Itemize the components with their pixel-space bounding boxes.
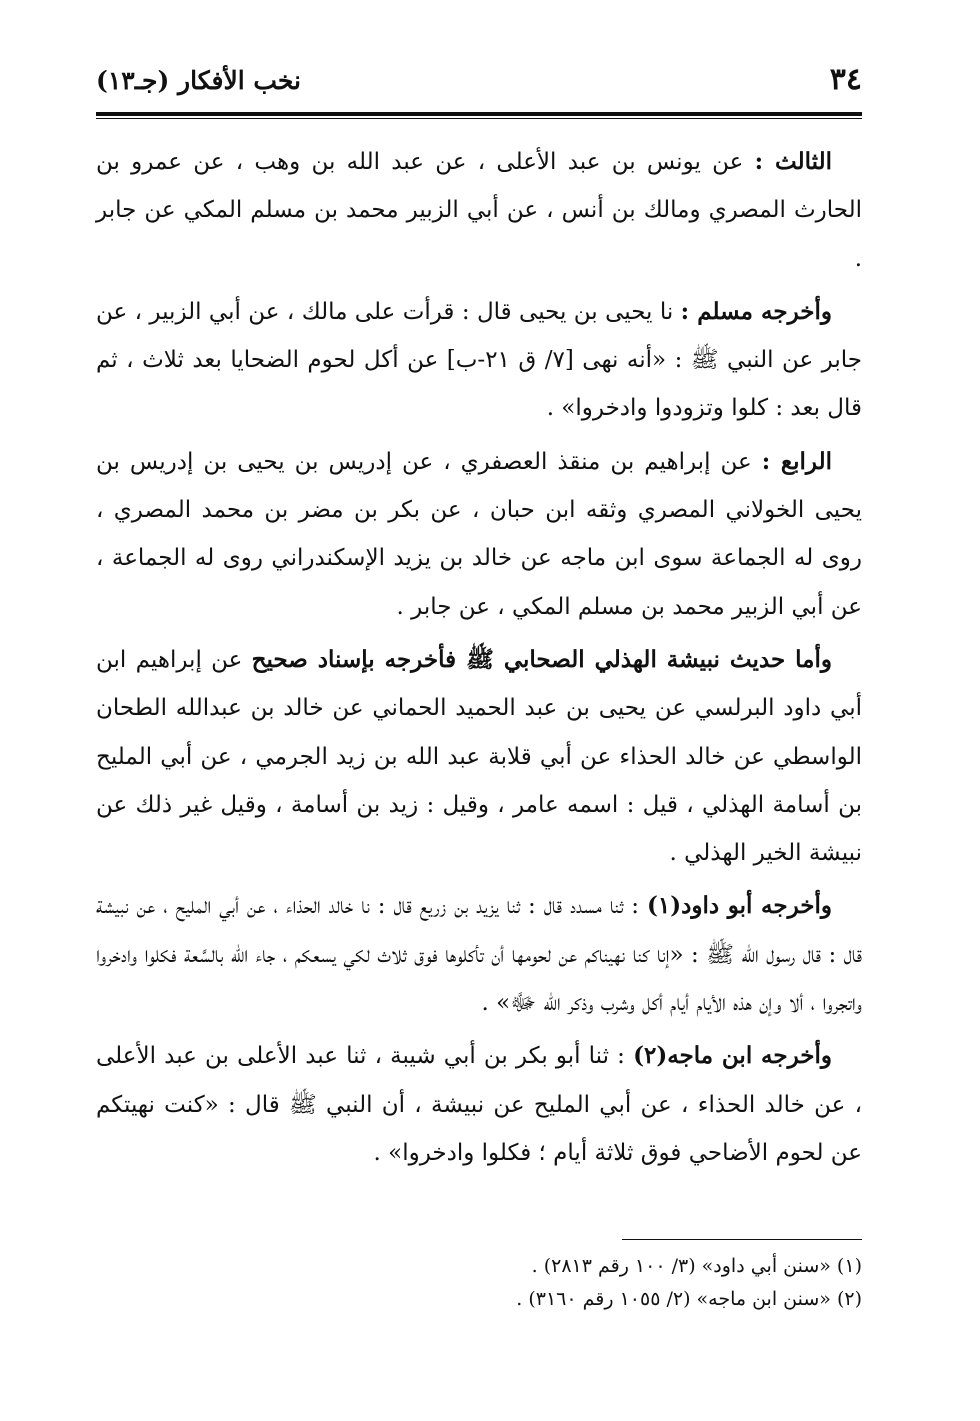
paragraph-lead: وأما حديث نبيشة الهذلي الصحابي ﷺ فأخرجه بإسناد صحيح [251,645,833,673]
page-number: ٣٤ [829,62,862,97]
paragraph-lead: وأخرجه مسلم : [680,297,833,325]
paragraph-ibn-majah [96,1032,862,1177]
paragraph-text: عن إبراهيم ابن أبي داود البرلسي عن يحيى بن عبد الحميد الحماني عن خالد بن عبدالله الطحان الواسطي عن خالد الحذاء عن أبي قلابة عبد الله بن زيد الجرمي ، عن أبي المليح بن أسامة الهذلي ، قيل : اسمه عامر ، وقيل : زيد بن أسامة ، وقيل غير ذلك عن نبيشة الخير الهذلي . [96,646,862,867]
main-text [96,138,862,1182]
paragraph-lead: وأخرجه أبو داود(١) [646,892,832,920]
footnote-1: (١) «سنن أبي داود» (٣/ ١٠٠ رقم ٢٨١٣) . [531,1255,862,1277]
paragraph-lead: الثالث : [754,148,832,175]
paragraph-text: : ثنا أبو بكر بن أبي شيبة ، ثنا عبد الأعلى بن عبد الأعلى ، عن خالد الحذاء ، عن أبي المليح عن نبيشة ، أن النبي ﷺ قال : «كنت نهيتكم عن لحوم الأضاحي فوق ثلاثة أيام ؛ فكلوا وادخروا» . [96,1043,862,1166]
paragraph-fourth-chain [96,438,862,631]
footnote-2: (٢) «سنن ابن ماجه» (٢/ ١٠٥٥ رقم ٣١٦٠) . [516,1288,862,1310]
running-title: نخب الأفكار (جـ١٣) [96,66,302,95]
paragraph-text: عن إبراهيم بن منقذ العصفري ، عن إدريس بن يحيى بن إدريس بن يحيى الخولاني المصري وثقه ابن حبان ، عن بكر بن مضر بن محمد المصري ، روى له الجماعة سوى ابن ماجه عن خالد بن يزيد الإسكندراني روى له الجماعة ، عن أبي الزبير محمد بن مسلم المكي ، عن جابر . [96,448,862,620]
paragraph-lead: وأخرجه ابن ماجه(٢) [633,1042,832,1070]
header-rule-thick [96,112,862,116]
footnote-divider [622,1239,862,1240]
paragraph-abu-dawud [96,882,862,1027]
footnotes [96,1250,862,1316]
paragraph-text: عن يونس بن عبد الأعلى ، عن عبد الله بن وهب ، عن عمرو بن الحارث المصري ومالك بن أنس ، عن أبي الزبير محمد بن مسلم المكي عن جابر . [96,149,862,272]
paragraph-muslim [96,288,862,433]
paragraph-lead: الرابع : [761,447,833,475]
paragraph-third-chain [96,138,862,283]
paragraph-nubaysha [96,636,862,877]
paragraph-text: نا يحيى بن يحيى قال : قرأت على مالك ، عن أبي الزبير ، عن جابر عن النبي ﷺ : «أنه نهى [٧/ ق ٢١-ب] عن أكل لحوم الضحايا بعد ثلاث ، ثم قال بعد : كلوا وتزودوا وادخروا» . [96,298,862,422]
page-header [96,60,862,100]
paragraph-text: : ثنا مسدد قال : ثنا يزيد بن زريع قال : نا خالد الحذاء ، عن أبي المليح ، عن نبيشة قال : قال رسول الله ﷺ : «إنا كنا نهيناكم عن لحومها أن تأكلوها فوق ثلاث لكي يسعكم ، جاء الله بالسَّعة فكلوا وادخروا واتجروا ، ألا وإن هذه الأيام أيام أكل وشرب وذكر الله ﷻ» . [96,893,862,1017]
header-rule-thin [96,118,862,119]
